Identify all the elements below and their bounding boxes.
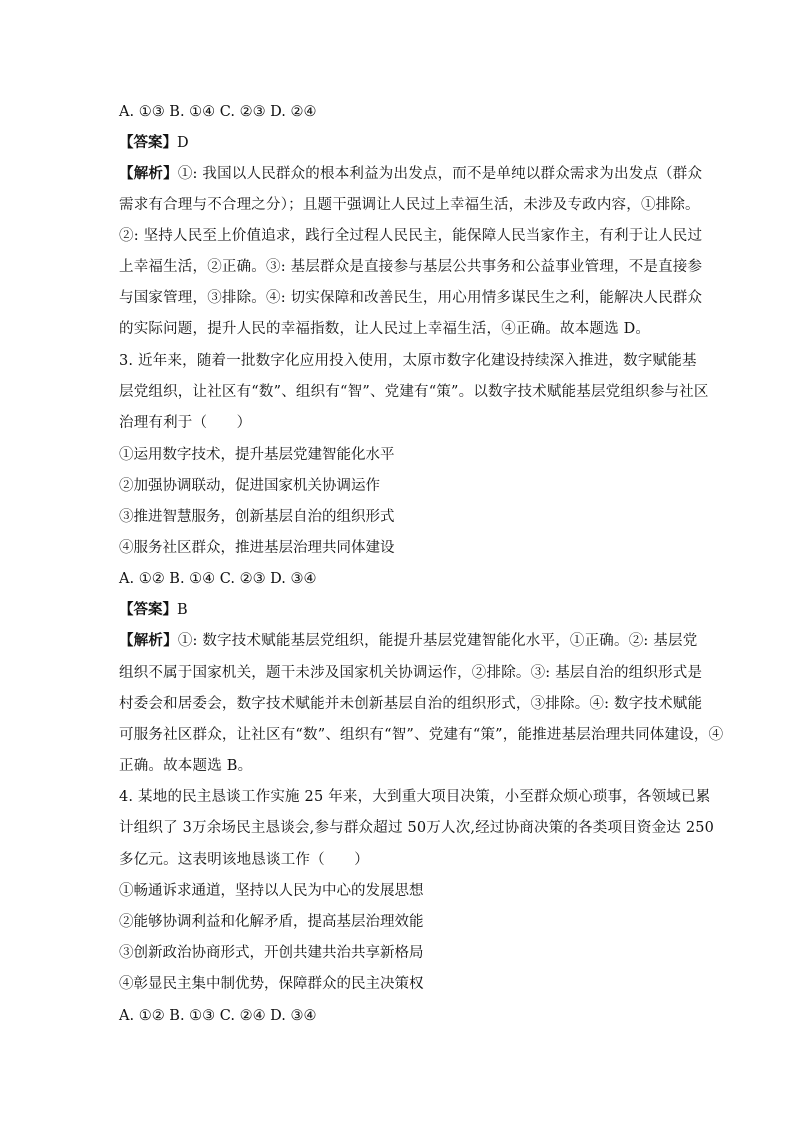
q3-analysis-line-5: 正确。故本题选 B。 — [119, 758, 253, 774]
q3-options: A. ①② B. ①④ C. ②③ D. ③④ — [119, 571, 317, 587]
q3-answer — [119, 600, 188, 620]
q2-answer-label: 【答案】 — [119, 134, 177, 151]
q3-analysis-line-2: 组织不属于国家机关，题干未涉及国家机关协调运作，②排除。③: 基层自治的组织形式是 — [119, 665, 703, 681]
q3-answer-label: 【答案】 — [119, 601, 177, 618]
q3-stem-line-3: 治理有利于（ ） — [119, 415, 252, 431]
q2-answer — [119, 133, 189, 153]
q3-stem-line-1: 3. 近年来，随着一批数字化应用投入使用，太原市数字化建设持续深入推进，数字赋能基 — [119, 353, 697, 369]
q4-choice-1: ①畅通诉求通道，坚持以人民为中心的发展思想 — [119, 883, 424, 899]
q3-choice-2: ②加强协调联动，促进国家机关协调运作 — [119, 478, 380, 494]
q2-analysis-label: 【解析】 — [119, 165, 178, 182]
q3-choice-1: ①运用数字技术，提升基层党建智能化水平 — [119, 447, 395, 463]
q3-choice-3: ③推进智慧服务，创新基层自治的组织形式 — [119, 509, 395, 525]
q3-stem-line-2: 层党组织，让社区有“数”、组织有“智”、党建有“策”。以数字技术赋能基层党组织参与社区 — [119, 384, 709, 400]
q2-analysis-line-5: 与国家管理，③排除。④: 切实保障和改善民生，用心用情多谋民生之利，能解决人民群众 — [119, 290, 703, 306]
q2-options: A. ①③ B. ①④ C. ②③ D. ②④ — [119, 104, 317, 120]
q4-stem-line-2: 计组织了 3万余场民主恳谈会,参与群众超过 50万人次,经过协商决策的各类项目资金达 250 — [119, 820, 715, 836]
q4-options: A. ①② B. ①③ C. ②④ D. ③④ — [119, 1008, 317, 1024]
q4-choice-2: ②能够协调利益和化解矛盾，提高基层治理效能 — [119, 914, 424, 930]
q4-choice-4: ④彰显民主集中制优势，保障群众的民主决策权 — [119, 976, 424, 992]
q2-analysis-line-1 — [119, 164, 702, 184]
q4-choice-3: ③创新政治协商形式，开创共建共治共享新格局 — [119, 945, 424, 961]
q2-analysis-line-4: 上幸福生活，②正确。③: 基层群众是直接参与基层公共事务和公益事业管理，不是直接参 — [119, 259, 703, 275]
q3-analysis-line-4: 可服务社区群众，让社区有“数”、组织有“智”、党建有“策”，能推进基层治理共同体建设，④ — [119, 727, 724, 743]
q3-analysis-line-3: 村委会和居委会，数字技术赋能并未创新基层自治的组织形式，③排除。④: 数字技术赋能 — [119, 696, 703, 712]
q2-answer-value: D — [177, 135, 189, 151]
q4-stem-line-3: 多亿元。这表明该地恳谈工作（ ） — [119, 852, 369, 868]
q2-analysis-line-3: ②: 坚持人民至上价值追求，践行全过程人民民主，能保障人民当家作主，有利于让人民过 — [119, 228, 703, 244]
q4-stem-line-1: 4. 某地的民主恳谈工作实施 25 年来，大到重大项目决策，小至群众烦心琐事，各领域已累 — [119, 789, 711, 805]
q3-analysis-text: ①: 数字技术赋能基层党组织，能提升基层党建智能化水平，①正确。②: 基层党 — [177, 633, 698, 649]
q2-analysis-text: ①: 我国以人民群众的根本利益为出发点，而不是单纯以群众需求为出发点（群众 — [177, 166, 703, 182]
q3-analysis-line-1 — [119, 631, 697, 651]
q3-answer-value: B — [177, 602, 188, 618]
q3-analysis-label: 【解析】 — [119, 632, 178, 649]
q2-analysis-line-2: 需求有合理与不合理之分）；且题干强调让人民过上幸福生活，未涉及专政内容，①排除。 — [119, 197, 700, 213]
q3-choice-4: ④服务社区群众，推进基层治理共同体建设 — [119, 540, 395, 556]
q2-analysis-line-6: 的实际问题，提升人民的幸福指数，让人民过上幸福生活，④正确。故本题选 D。 — [119, 321, 651, 337]
